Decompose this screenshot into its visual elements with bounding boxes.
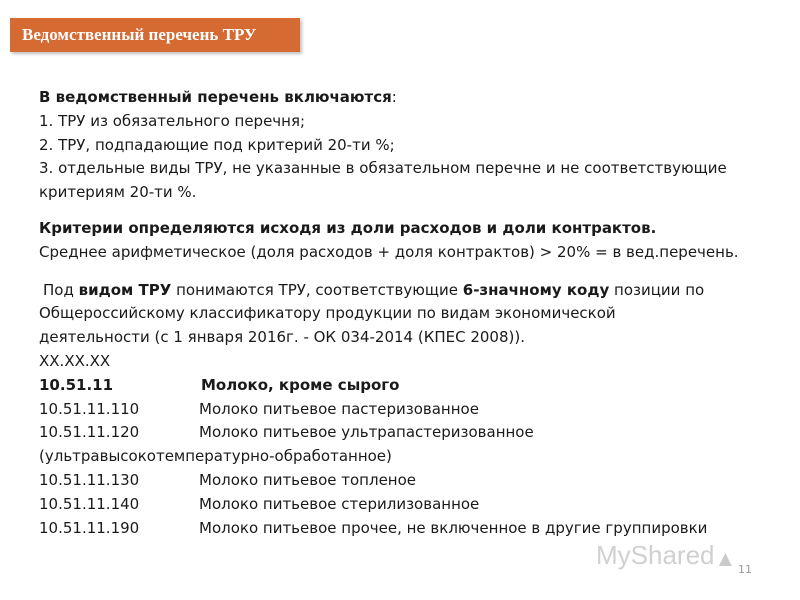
code-row — [39, 398, 779, 422]
spacer — [39, 205, 779, 217]
code-row-header — [39, 374, 779, 398]
code-value: 10.51.11.130 — [39, 470, 140, 489]
code-row — [39, 469, 779, 493]
code-value: 10.51.11.110 — [39, 399, 140, 418]
code-name: Молоко питьевое пастеризованное — [199, 399, 479, 418]
section1-heading: В ведомственный перечень включаются — [39, 88, 392, 106]
code-value: 10.51.11 — [39, 375, 114, 394]
watermark-text: MyShared — [596, 540, 715, 570]
watermark — [596, 540, 737, 571]
code-row — [39, 517, 779, 541]
criteria-heading: Критерии определяются исходя из доли расходов и доли контрактов. — [39, 218, 657, 237]
code-name: Молоко питьевое прочее, не включенное в другие группировки — [199, 518, 708, 537]
definition-paragraph-line1 — [39, 279, 779, 303]
list-item: 3. отдельные виды ТРУ, не указанные в обязательном перечне и не соответствующие — [39, 159, 727, 178]
slide-content — [39, 86, 779, 540]
code-row — [39, 421, 779, 445]
definition-bold-code: 6-значному коду — [462, 280, 610, 299]
section1-heading-line — [39, 86, 779, 110]
list-item: 2. ТРУ, подпадающие под критерий 20-ти %; — [39, 135, 395, 154]
code-value: 10.51.11.140 — [39, 494, 140, 513]
code-name: Молоко питьевое топленое — [199, 470, 417, 489]
definition-bold-term: видом ТРУ — [78, 280, 172, 299]
myshared-logo-icon: ▲ — [714, 546, 737, 571]
code-mask: XX.XX.XX — [39, 351, 111, 370]
list-item-continuation: критериям 20-ти %. — [39, 183, 197, 202]
code-name: Молоко питьевое ультрапастеризованное — [199, 423, 534, 442]
section1-heading-colon: : — [391, 88, 397, 106]
spacer — [39, 265, 779, 279]
definition-paragraph-line2: Общероссийскому классификатору продукции по видам экономической — [39, 304, 616, 323]
code-name: Молоко питьевое стерилизованное — [199, 494, 480, 513]
code-row-continuation: (ультравысокотемпературно-обработанное) — [39, 447, 392, 466]
code-value: 10.51.11.120 — [39, 423, 140, 442]
definition-paragraph-line3: деятельности (с 1 января 2016г. - ОК 034-2014 (КПЕС 2008)). — [39, 328, 525, 347]
criteria-text: Среднее арифметическое (доля расходов + доля контрактов) > 20% = в вед.перечень. — [39, 242, 739, 261]
page-number: 11 — [738, 563, 752, 576]
code-name: Молоко, кроме сырого — [201, 375, 400, 394]
definition-part: позиции по — [609, 280, 705, 299]
list-item: 1. ТРУ из обязательного перечня; — [39, 111, 306, 130]
code-row — [39, 493, 779, 517]
definition-part: понимаются ТРУ, соответствующие — [171, 280, 463, 299]
code-value: 10.51.11.190 — [39, 518, 140, 537]
definition-part: Под — [43, 280, 79, 299]
slide-title: Ведомственный перечень ТРУ — [10, 18, 300, 52]
